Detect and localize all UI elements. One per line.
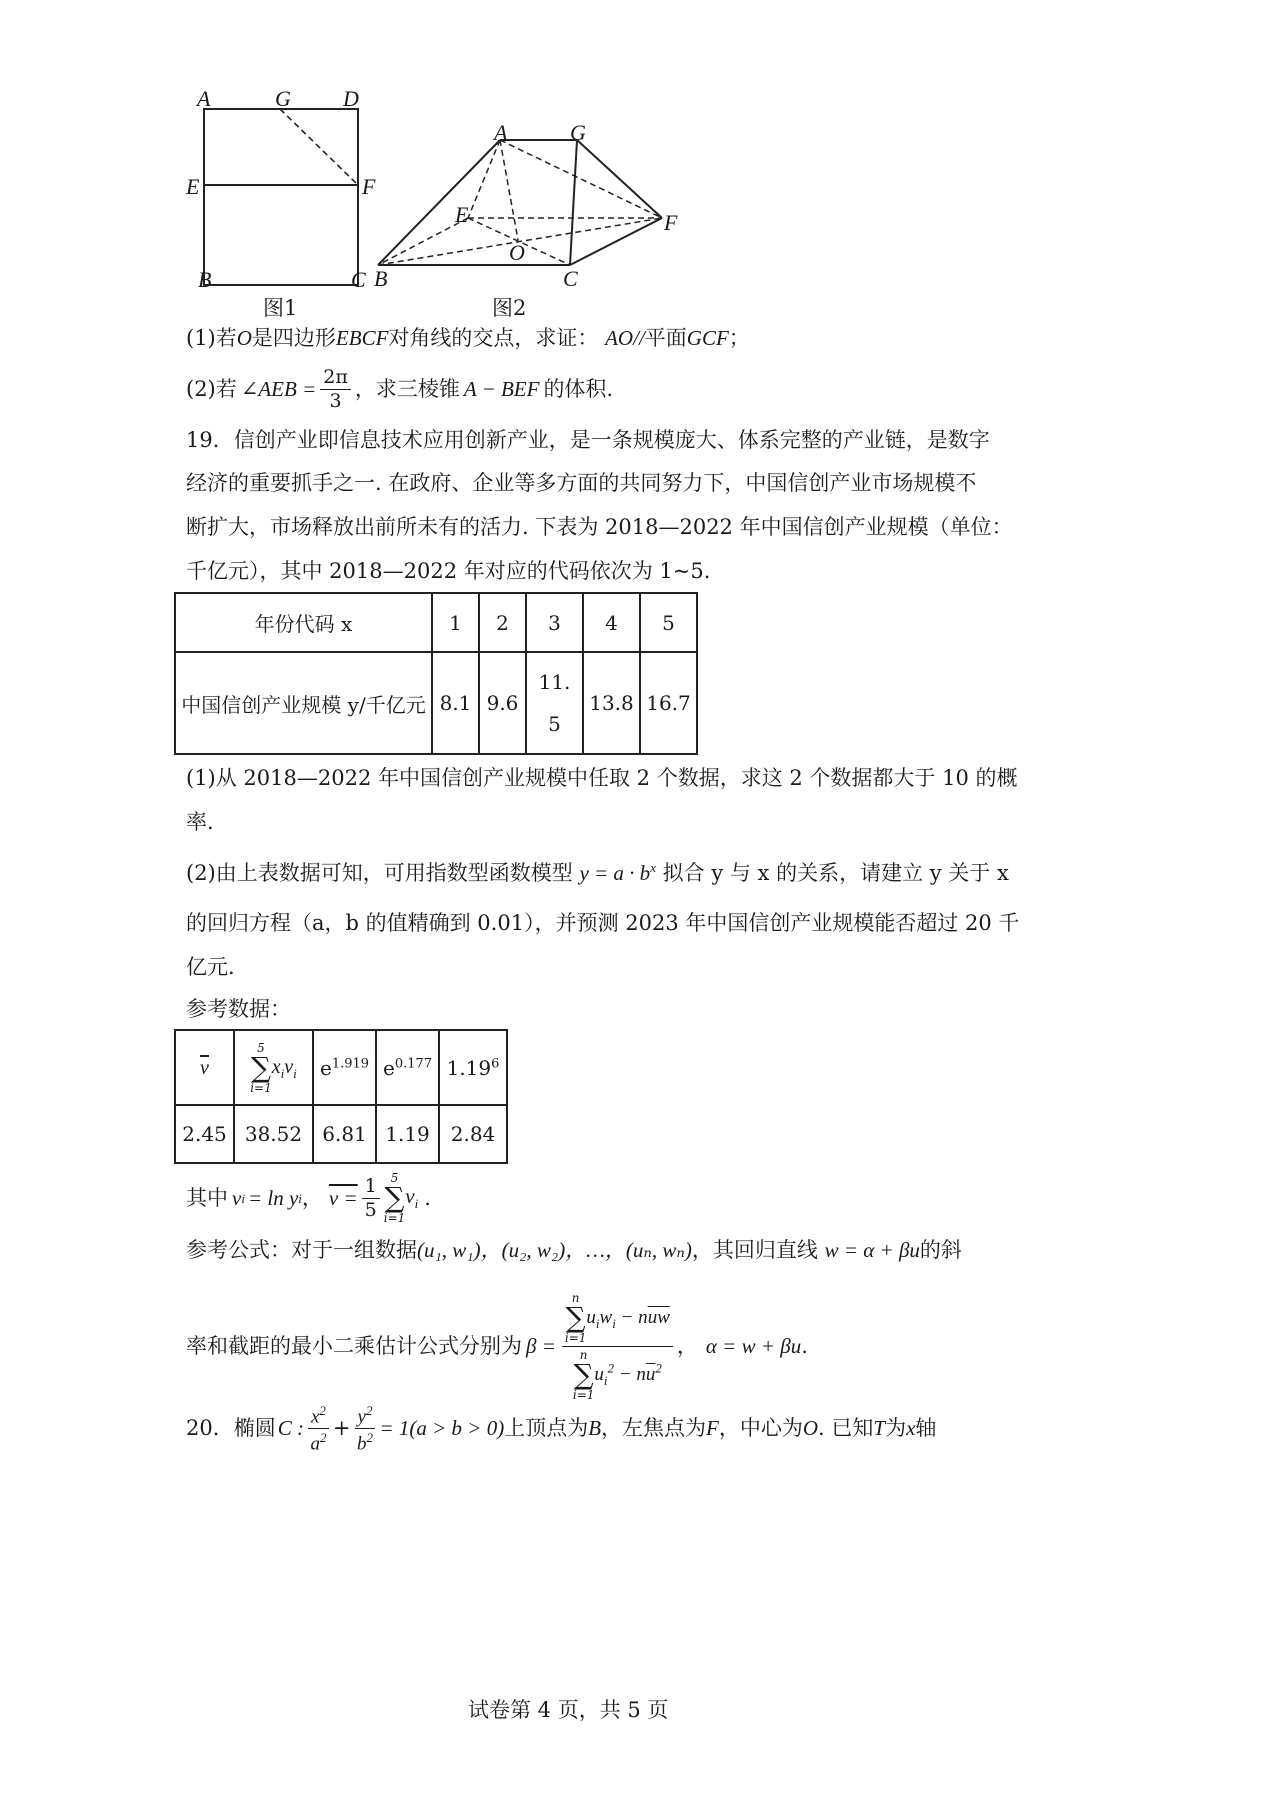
ref-formula-line2: 率和截距的最小二乘估计公式分别为 β = n ∑ i=1 $u_iw_i - n\overline{uw}$ n ∑ i=1 $u_i^2 - n\overline{u}^2$ ， α = w + βu . — [186, 1291, 808, 1402]
table-header-y: 中国信创产业规模 y/千亿元 — [175, 652, 432, 754]
fig1-label-D: D — [343, 86, 359, 111]
figure-2 — [370, 120, 690, 280]
table-cell: 6.81 — [313, 1105, 376, 1163]
fig1-label-A: A — [197, 86, 211, 111]
fig1-caption: 图1 — [263, 296, 298, 320]
ref-data-table — [174, 1029, 508, 1164]
fig2-label-F: F — [664, 210, 678, 235]
q18-part1: (1)若O是四边形EBCF对角线的交点，求证： AO//平面GCF； — [186, 326, 750, 350]
q19-line-3: 断扩大，市场释放出前所未有的活力. 下表为 2018—2022 年中国信创产业规模（单位： — [186, 515, 1013, 539]
q19-line-4: 千亿元），其中 2018—2022 年对应的代码依次为 1~5. — [186, 559, 711, 583]
q19-part1-line1: (1)从 2018—2022 年中国信创产业规模中任取 2 个数据，求这 2 个数据都大于 10 的概 — [186, 766, 1018, 790]
fig1-label-F: F — [362, 174, 376, 199]
q19-part2-line1: (2)由上表数据可知，可用指数型函数模型 $y = a \cdot b^x$ 拟合 y 与 x 的关系，请建立 y 关于 x — [186, 860, 1009, 885]
table-cell: 16.7 — [640, 652, 697, 754]
fig1-label-C: C — [351, 267, 366, 292]
q18-part2: (2)若 ∠AEB = $\frac{2\pi}{3}$ ，求三棱锥 A − BEF 的体积. — [186, 366, 614, 412]
q20-line1: 20．椭圆 C : $\frac{x^2}{a^2}$ + $\frac{y^2}{b^2}$ = 1(a > b > 0) 上顶点为 B ，左焦点为 F ，中心为 O . 已知 T 为 x 轴 — [186, 1403, 937, 1455]
table-header-vbar: $\overline{v}$ — [175, 1030, 234, 1105]
table-cell: 9.6 — [479, 652, 526, 754]
table-row — [175, 652, 697, 754]
table-cell: 1.19 — [376, 1105, 439, 1163]
table-cell: 3 — [526, 593, 583, 652]
q19-part2-line2: 的回归方程（a，b 的值精确到 0.01），并预测 2023 年中国信创产业规模能否超过 20 千 — [186, 911, 1020, 935]
fig1-label-B: B — [198, 267, 212, 292]
table-row — [175, 593, 697, 652]
table-cell: 2 — [479, 593, 526, 652]
table-cell: 11. 5 — [526, 652, 583, 754]
ref-data-title: 参考数据： — [186, 997, 291, 1021]
q19-line-1: 19．信创产业即信息技术应用创新产业，是一条规模庞大、体系完整的产业链，是数字 — [186, 428, 990, 452]
table-cell: 2.45 — [175, 1105, 234, 1163]
table-cell: 4 — [583, 593, 640, 652]
fig2-caption: 图2 — [492, 296, 527, 320]
q19-line-2: 经济的重要抓手之一. 在政府、企业等多方面的共同努力下，中国信创产业市场规模不 — [186, 471, 977, 495]
beta-fraction: n ∑ i=1 $u_iw_i - n\overline{uw}$ n ∑ i=1 $u_i^2 - n\overline{u}^2$ — [562, 1292, 673, 1401]
where-definition: 其中 v i = ln y i ， v = $\frac{1}{5}$ 5 ∑ i=1 $v_i$ . — [186, 1171, 431, 1225]
fig2-label-O: O — [509, 240, 525, 265]
fig2-label-E: E — [455, 202, 469, 227]
fig2-label-B: B — [374, 266, 388, 291]
table-cell: 8.1 — [432, 652, 479, 754]
data-table — [174, 592, 698, 755]
q19-part1-line2: 率. — [186, 810, 214, 834]
fraction-2pi-3: $\frac{2\pi}{3}$ — [320, 368, 351, 411]
fig1-label-G: G — [275, 86, 291, 111]
table-header-e0177: $e^{0.177}$ — [376, 1030, 439, 1105]
table-header-x: 年份代码 x — [175, 593, 432, 652]
table-header-e1919: $e^{1.919}$ — [313, 1030, 376, 1105]
fig2-label-G: G — [570, 120, 586, 145]
table-cell: 2.84 — [439, 1105, 507, 1163]
table-header-sum: 5 ∑ i=1 $x_iv_i$ — [234, 1030, 313, 1105]
page-footer: 试卷第 4 页，共 5 页 — [468, 1698, 669, 1722]
fig2-label-A: A — [494, 120, 508, 145]
table-cell: 1 — [432, 593, 479, 652]
q19-part2-line3: 亿元. — [186, 955, 235, 979]
table-header-power: 1.19$^6$ — [439, 1030, 507, 1105]
table-row — [175, 1030, 507, 1105]
fig2-label-C: C — [563, 266, 578, 291]
table-cell: 13.8 — [583, 652, 640, 754]
ref-formula-line1: 参考公式：对于一组数据(u₁, w₁)，(u₂, w₂)，…，(uₙ, wₙ)，其回归直线 w = α + βu的斜 — [186, 1238, 962, 1262]
table-cell: 5 — [640, 593, 697, 652]
fig1-label-E: E — [186, 174, 200, 199]
table-cell: 38.52 — [234, 1105, 313, 1163]
table-row — [175, 1105, 507, 1163]
